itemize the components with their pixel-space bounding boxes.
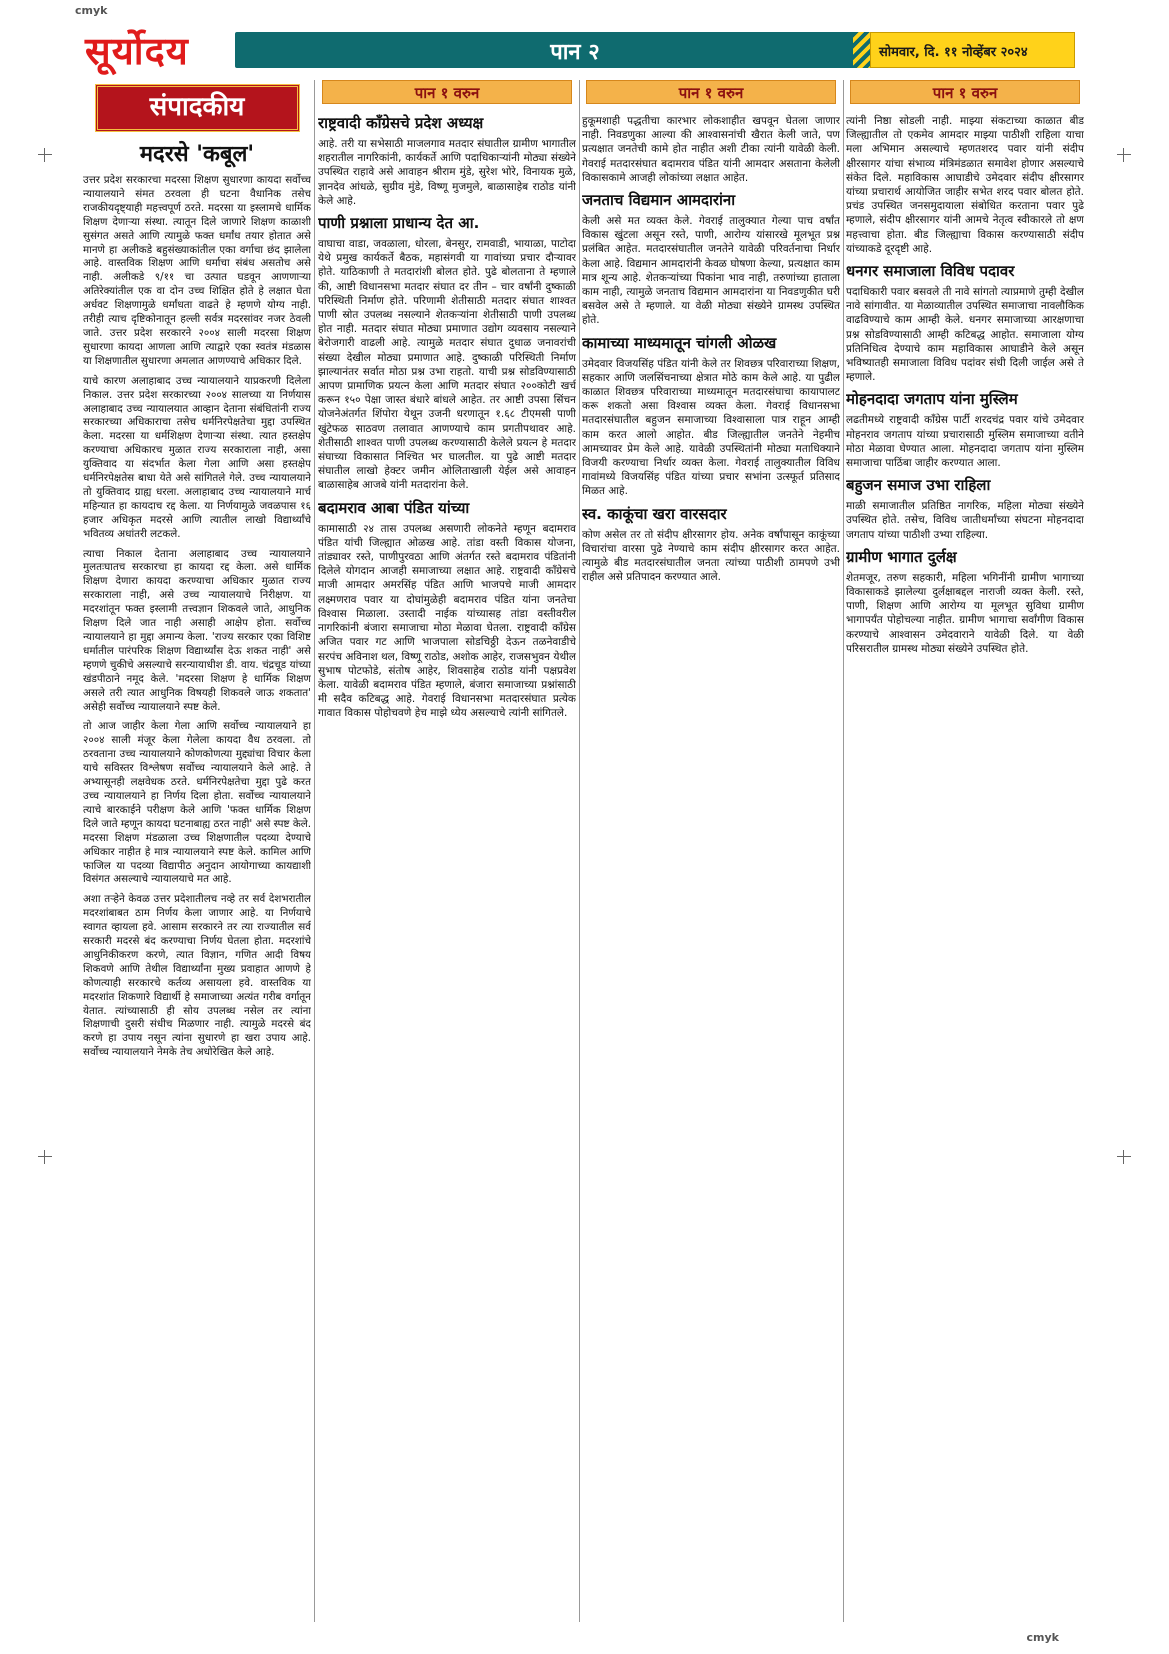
crop-mark xyxy=(38,148,52,162)
article-body: त्यांनी निष्ठा सोडली नाही. माझ्या संकटाच्या काळात बीड जिल्ह्यातील तो एकमेव आमदार माझ्या पाठीशी राहिला याचा मला अभिमान असल्याचे म्हणतशरद पवार यांनी संदीप क्षीरसागर यांचा संभाव्य मंत्रिमंडळात समावेश होणार असल्याचे संकेत दिले. महाविकास आघाडीचे उमेदवार संदीप क्षीरसागर यांच्या प्रचारार्थ आयोजित जाहीर सभेत शरद पवार बोलत होते. प्रचंड उपस्थित जनसमुदायाला संबोधित करताना पवार पुढे म्हणाले, संदीप क्षीरसागर यांनी आमचे नेतृत्व स्वीकारले तो क्षण महत्त्वाचा होता. बीड जिल्ह्याचा विकास करण्यासाठी संदीप यांच्याकडे दूरदृष्टी आहे. xyxy=(846,115,1084,255)
continued-label: पान १ वरुन xyxy=(414,84,480,102)
crop-mark xyxy=(1117,1150,1131,1164)
article-heading: राष्ट्रवादी काँग्रेसचे प्रदेश अध्यक्ष xyxy=(318,114,484,132)
masthead xyxy=(85,22,1075,74)
article-heading: कामाच्या माध्यमातून चांगली ओळख xyxy=(582,333,777,352)
editorial-title: मदरसे 'कबूल' xyxy=(139,141,255,167)
article-body: पदाधिकारी पवार बसवले ती नावे सांगतो त्याप्रमाणे तुम्ही देखील नावे सांगावीत. या मेळाव्यातील उपस्थित समाजाचा नावलौकिक वाढविण्याचे काम आम्ही केले. धनगर समाजाच्या आरक्षणाचा प्रश्न सोडविण्यासाठी आम्ही कटिबद्ध आहोत. समाजाला योग्य प्रतिनिधित्व देण्याचे काम महाविकास आघाडीने केले असून भविष्यातही समाजाला विविध पदांवर संधी दिली जाईल असे ते म्हणाले. xyxy=(846,286,1084,384)
article-heading: पाणी प्रश्नाला प्राधान्य देत आ. xyxy=(318,214,480,233)
article-heading: मोहनदादा जगताप यांना मुस्लिम xyxy=(846,390,1018,409)
article-heading: जनताच विद्यमान आमदारांना xyxy=(582,191,736,210)
article-body: कोण असेल तर तो संदीप क्षीरसागर होय. अनेक वर्षांपासून काकूंच्या विचारांचा वारसा पुढे नेण्याचे काम संदीप क्षीरसागर करत आहेत. त्यामुळे बीड मतदारसंघातील जनता त्यांच्या पाठीशी ठामपणे उभी राहील असे प्रतिपादन करण्यात आले. xyxy=(582,528,840,584)
editorial-paragraph: याचे कारण अलाहाबाद उच्च न्यायालयाने याप्रकरणी दिलेला निकाल. उत्तर प्रदेश सरकारच्या २००४ सालच्या या निर्णयास अलाहाबाद उच्च न्यायालयात आव्हान देताना संबंधितांनी राज्य सरकारच्या अधिकाराचा तसेच धर्मनिरपेक्षतेचा मुद्दा उपस्थित केला. मदरसा या धर्मशिक्षण देणाऱ्या संस्था. त्यात हस्तक्षेप करण्याचा अधिकारच मुळात राज्य सरकाराला नाही, असा युक्तिवाद या संदर्भात केला गेला आणि असा हस्तक्षेप धर्मनिरपेक्षतेस बाधा येते असे सांगितले गेले. उच्च न्यायालयाने तो युक्तिवाद ग्राह्य धरला. अलाहाबाद उच्च न्यायालयाने मार्च महिन्यात हा कायदाच रद्द केला. या निर्णयामुळे जवळपास १६ हजार अधिकृत मदरसे आणि त्यातील लाखो विद्यार्थ्यांचे भवितव्य अधांतरी लटकले. xyxy=(83,374,311,540)
article-heading: बदामराव आबा पंडित यांच्या xyxy=(318,498,470,517)
crop-mark xyxy=(1117,148,1131,162)
editorial-paragraph: उत्तर प्रदेश सरकारचा मदरसा शिक्षण सुधारणा कायदा सर्वोच्च न्यायालयाने संमत ठरवला ही घटना वैधानिक तसेच राजकीयदृष्ट्याही महत्त्वपूर्ण ठरते. मदरसा या इस्लामचे धार्मिक शिक्षण देणाऱ्या संस्था. त्यातून दिले जाणारे शिक्षण काळाशी सुसंगत असते आणि त्यामुळे फक्त धर्मांध तयार होतात असे मानणे हा अलीकडे बहुसंख्याकांतील एका वर्गाचा छंद झालेला आहे. वास्तविक शिक्षण आणि धर्माचा संबंध असतोच असे नाही. अलीकडे ९/११ चा उत्पात घडवून आणणाऱ्या अतिरेक्यांतील एक वा दोन उच्च शिक्षित होते हे लक्षात घेता अर्धवट शिक्षणामुळे धर्मांधता वाढते हे म्हणणे योग्य नाही. तरीही त्याच दृष्टिकोनातून हल्ली सर्वत्र मदरसांवर नजर ठेवली जाते. उत्तर प्रदेश सरकारने २००४ साली मदरसा शिक्षण सुधारणा कायदा आणला आणि त्याद्वारे एका स्वतंत्र मंडळास या शिक्षणातील सुधारणा अमलात आणण्याचे अधिकार दिले. xyxy=(83,174,311,367)
column-divider xyxy=(843,80,844,1622)
article-body: हुकूमशाही पद्धतीचा कारभार लोकशाहीत खपवून घेतला जाणार नाही. निवडणुका आल्या की आश्वासनांची खैरात केली जाते, पण प्रत्यक्षात जनतेची कामे होत नाहीत अशी टीका त्यांनी यावेळी केली. गेवराई मतदारसंघात बदामराव पंडित यांनी आमदार असताना केलेली विकासकामे आजही लोकांच्या लक्षात आहेत. xyxy=(582,115,840,184)
print-color-mark: cmyk xyxy=(1026,1631,1059,1644)
issue-date: सोमवार, दि. ११ नोव्हेंबर २०२४ xyxy=(879,45,1028,60)
article-body: उमेदवार विजयसिंह पंडित यांनी केले तर शिवछत्र परिवाराच्या शिक्षण, सहकार आणि जलसिंचनाच्या क्षेत्रात मोठे काम केले आहे. या पुढील काळात शिवछत्र परिवाराच्या माध्यमातून मतदारसंघाचा कायापालट करू शकतो असा विश्वास व्यक्त केला. गेवराई विधानसभा मतदारसंघातील बहुजन समाजाच्या विश्वासाला पात्र राहून आम्ही काम करत आलो आहोत. बीड जिल्ह्यातील जनतेने नेहमीच आमच्यावर प्रेम केले आहे. यावेळी उपस्थितांनी मोठ्या मताधिक्याने विजयी करण्याचा निर्धार व्यक्त केला. गेवराई तालुक्यातील विविध गावांमध्ये विजयसिंह पंडित यांच्या प्रचार सभांना उत्स्फूर्त प्रतिसाद मिळत आहे. xyxy=(582,357,840,498)
article-body: शेतमजूर, तरुण सहकारी, महिला भगिनींनी ग्रामीण भागाच्या विकासाकडे झालेल्या दुर्लक्षाबद्दल नाराजी व्यक्त केली. रस्ते, पाणी, शिक्षण आणि आरोग्य या मूलभूत सुविधा ग्रामीण भागापर्यंत पोहोचल्या नाहीत. ग्रामीण भागाचा सर्वांगीण विकास करण्याचे आश्वासन उमेदवाराने यावेळी दिले. या वेळी परिसरातील ग्रामस्थ मोठ्या संख्येने उपस्थित होते. xyxy=(846,571,1084,655)
crop-mark xyxy=(38,1150,52,1164)
editorial-section-badge: संपादकीय xyxy=(95,84,300,132)
continued-label: पान १ वरुन xyxy=(932,84,998,102)
column-divider xyxy=(314,80,315,1622)
article-body: माळी समाजातील प्रतिष्ठित नागरिक, महिला मोठ्या संख्येने उपस्थित होते. तसेच, विविध जातीधर्मांच्या संघटना मोहनदादा जगताप यांच्या पाठीशी उभ्या राहिल्या. xyxy=(846,500,1084,541)
date-box xyxy=(870,32,1075,68)
article-heading: ग्रामीण भागात दुर्लक्ष xyxy=(846,547,957,566)
news-column-3 xyxy=(582,80,840,1622)
editorial-paragraph: त्याचा निकाल देताना अलाहाबाद उच्च न्यायालयाने मुलतःघातच सरकारचा हा कायदा रद्द केला. असे धार्मिक शिक्षण देणारा कायदा करण्याचा अधिकार मुळात राज्य सरकाराला नाही, असे उच्च न्यायालयाचे निरीक्षण. या मदरशांतून फक्त इस्लामी तत्त्वज्ञान शिकवले जाते, आधुनिक शिक्षण दिले जात नाही असाही आक्षेप होता. सर्वोच्च न्यायालयाने हा मुद्दा अमान्य केला. 'राज्य सरकार एका विशिष्ट धर्मातील पारंपरिक शिक्षण विद्यार्थ्यांस देऊ शकत नाही' असे म्हणणे चुकीचे असल्याचे सरन्यायाधीश डी. वाय. चंद्रचूड यांच्या खंडपीठाने नमूद केले. 'मदरसा शिक्षण हे धार्मिक शिक्षण असले तरी त्यात आधुनिक विषयही शिकवले जाऊ शकतात' असेही सर्वोच्च न्यायालयाने स्पष्ट केले. xyxy=(83,547,311,713)
article-body: लढतीमध्ये राष्ट्रवादी काँग्रेस पार्टी शरदचंद्र पवार यांचे उमेदवार मोहनराव जगताप यांच्या प्रचारासाठी मुस्लिम समाजाच्या वतीने मोठा मेळावा घेण्यात आला. मोहनदादा जगताप यांना मुस्लिम समाजाचा पाठिंबा जाहीर करण्यात आला. xyxy=(846,414,1084,470)
column-divider xyxy=(579,80,580,1622)
article-body: आहे. तरी या सभेसाठी माजलगाव मतदार संघातील ग्रामीण भागातील शहरातील नागरिकांनी, कार्यकर्ते आणि पदाधिकाऱ्यांनी मोठ्या संख्येने उपस्थित राहावे असे आवाहन श्रीराम मुंडे, सुरेश भोरे, विनायक मुळे, ज्ञानदेव आंधळे, सुग्रीव मुंडे, विष्णू मुजमुले, बाळासाहेब राठोड यांनी केले आहे. xyxy=(318,138,576,207)
news-column-4 xyxy=(846,80,1084,1622)
article-heading: धनगर समाजाला विविध पदावर xyxy=(846,262,1015,281)
editorial-column xyxy=(83,80,311,1622)
newspaper-logo: सूर्योदय xyxy=(85,28,189,73)
page-title: पान २ xyxy=(550,40,600,65)
continued-label: पान १ वरुन xyxy=(678,84,744,102)
editorial-paragraph: तो आज जाहीर केला गेला आणि सर्वोच्च न्यायालयाने हा २००४ साली मंजूर केला गेलेला कायदा वैध ठरवला. तो ठरवताना उच्च न्यायालयाने कोणकोणत्या मुद्द्यांचा विचार केला याचे सविस्तर विश्लेषण सर्वोच्च न्यायालयाने केले आहे. ते अभ्यासूनही लक्षवेधक ठरते. धर्मनिरपेक्षतेचा मुद्दा पुढे करत उच्च न्यायालयाने हा निर्णय दिला होता. सर्वोच्च न्यायालयाने त्याचे बारकाईने परीक्षण केले आणि 'फक्त धार्मिक शिक्षण दिले जाते म्हणून कायदा घटनाबाह्य ठरत नाही' असे स्पष्ट केले. मदरसा शिक्षण मंडळाला उच्च शिक्षणातील पदव्या देण्याचे अधिकार नाहीत हे मात्र न्यायालयाने स्पष्ट केले. कामिल आणि फाजिल या पदव्या विद्यापीठ अनुदान आयोगाच्या कायद्याशी विसंगत असल्याचे न्यायालयाचे मत आहे. xyxy=(83,720,311,886)
article-heading: स्व. काकूंचा खरा वारसदार xyxy=(582,504,727,523)
continued-banner xyxy=(322,80,572,104)
article-heading: बहुजन समाज उभा राहिला xyxy=(846,476,991,495)
continued-banner xyxy=(586,80,836,104)
article-body: वाघाचा वाडा, जवळाला, धोरला, बेनसुर, रामवाडी, भायाळा, पाटोदा येथे प्रमुख कार्यकर्ते बैठक, महासंगवी या गावांच्या प्रचार दौऱ्यावर होते. याठिकाणी ते मतदारांशी बोलत होते. पुढे बोलताना ते म्हणाले की, आष्टी विधानसभा मतदार संघात दर तीन – चार वर्षांनी दुष्काळी परिस्थिती निर्माण होते. परिणामी शेतीसाठी मतदार संघात शाश्वत पाणी स्रोत उपलब्ध नसल्याने शेतकऱ्यांना शेतीसाठी पाणी उपलब्ध होत नाही. मतदार संघात मोठ्या प्रमाणात उद्योग व्यवसाय नसल्याने बेरोजगारी वाढली आहे. त्यामुळे मतदार संघात दुधाळ जनावरांची संख्या देखील मोठ्या प्रमाणात आहे. दुष्काळी परिस्थिती निर्माण झाल्यानंतर सर्वात मोठा प्रश्न उभा राहतो. याची प्रश्न सोडविण्यासाठी आपण प्रामाणिक प्रयत्न केला आणि मतदार संघात २००कोटी खर्च करून १५० पेक्षा जास्त बंधारे बांधले आहेत. तर आष्टी उपसा सिंचन योजनेअंतर्गत शिंपोरा येथून उजनी धरणातून १.६८ टीएमसी पाणी खुंटेफळ साठवण तलावात आणण्याचे काम प्रगतीपथावर आहे. शेतीसाठी शाश्वत पाणी उपलब्ध करण्यासाठी केलेले प्रयत्न हे मतदार संघाच्या विकासात निश्चित भर घालतील. या पुढे आष्टी मतदार संघातील लाखो हेक्टर जमीन ओलिताखाली येईल असे आवाहन बाळासाहेब आजबे यांनी मतदारांना केले. xyxy=(318,238,576,492)
print-color-mark: cmyk xyxy=(75,4,108,17)
page-band xyxy=(235,32,915,68)
news-column-2 xyxy=(318,80,576,1622)
article-body: कामासाठी २४ तास उपलब्ध असणारी लोकनेते म्हणून बदामराव पंडित यांची जिल्ह्यात ओळख आहे. तांडा वस्ती विकास योजना, तांड्यावर रस्ते, पाणीपुरवठा आणि अंतर्गत रस्ते बदामराव पंडितांनी दिलेले योगदान आजही समाजाच्या लक्षात आहे. राष्ट्रवादी काँग्रेसचे माजी आमदार अमरसिंह पंडित आणि भाजपचे माजी आमदार लक्ष्मणराव पवार या दोघांमुळेही बदामराव पंडित यांना जनतेचा विश्वास मिळाला. उस्तादी नाईक यांच्यासह तांडा वस्तीवरील नागरिकांनी बंजारा समाजाचा मोठा मेळावा घेतला. राष्ट्रवादी काँग्रेस अजित पवार गट आणि भाजपाला सोडचिठ्ठी देऊन तळनेवाडीचे सरपंच अविनाश थल, विष्णू राठोड, अशोक आहेर, राजसभुवन येथील सुभाष पोटफोडे, संतोष आहेर, शिवसाहेब राठोड यांनी पक्षप्रवेश केला. यावेळी बदामराव पंडित म्हणाले, बंजारा समाजाच्या प्रश्नांसाठी मी सदैव कटिबद्ध आहे. गेवराई विधानसभा मतदारसंघात प्रत्येक गावात विकास पोहोचवणे हेच माझे ध्येय असल्याचे त्यांनी सांगितले. xyxy=(318,522,576,720)
continued-banner xyxy=(850,80,1080,104)
editorial-paragraph: अशा तऱ्हेने केवळ उत्तर प्रदेशातीलच नव्हे तर सर्व देशभरातील मदरशांबाबत ठाम निर्णय केला जाणार आहे. या निर्णयाचे स्वागत व्हायला हवे. आसाम सरकारने तर त्या राज्यातील सर्व सरकारी मदरसे बंद करण्याचा निर्णय घेतला होता. मदरशांचे आधुनिकीकरण करणे, त्यात विज्ञान, गणित आदी विषय शिकवणे आणि तेथील विद्यार्थ्यांना मुख्य प्रवाहात आणणे हे कोणत्याही सरकारचे कर्तव्य असायला हवे. वास्तविक या मदरशांत शिकणारे विद्यार्थी हे समाजाच्या अत्यंत गरीब वर्गातून येतात. त्यांच्यासाठी ही सोय उपलब्ध नसेल तर त्यांना शिक्षणाची दुसरी संधीच मिळणार नाही. त्यामुळे मदरसे बंद करणे हा उपाय नसून त्यांना सुधारणे हा खरा उपाय आहे. सर्वोच्च न्यायालयाने नेमके तेच अधोरेखित केले आहे. xyxy=(83,893,311,1059)
article-body: केली असे मत व्यक्त केले. गेवराई तालुक्यात गेल्या पाच वर्षांत विकास खुंटला असून रस्ते, पाणी, आरोग्य यांसारखे मूलभूत प्रश्न प्रलंबित आहेत. मतदारसंघातील जनतेने यावेळी परिवर्तनाचा निर्धार केला आहे. विद्यमान आमदारांनी केवळ घोषणा केल्या, प्रत्यक्षात काम मात्र शून्य आहे. शेतकऱ्यांच्या पिकांना भाव नाही, तरुणांच्या हाताला काम नाही, त्यामुळे जनताच विद्यमान आमदारांना या निवडणुकीत घरी बसवेल असे ते म्हणाले. या वेळी मोठ्या संख्येने ग्रामस्थ उपस्थित होते. xyxy=(582,215,840,327)
